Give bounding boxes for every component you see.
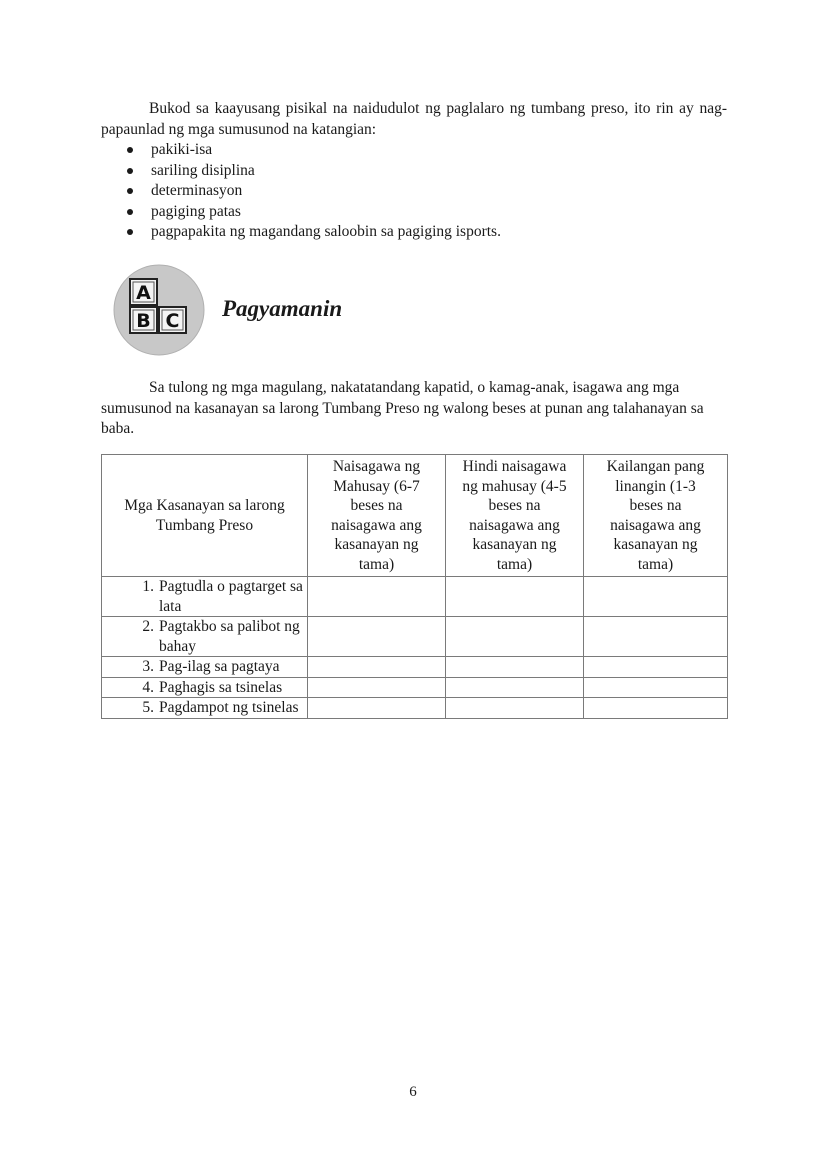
table-row: [102, 577, 728, 617]
checkbox-cell-hindi-mahusay[interactable]: [446, 657, 584, 678]
block-letter-a: A: [136, 282, 151, 304]
checkbox-cell-hindi-mahusay[interactable]: [446, 677, 584, 698]
traits-list: [101, 140, 501, 243]
page-number: 6: [409, 1084, 417, 1100]
checkbox-cell-linangin[interactable]: [584, 617, 728, 657]
list-item: pagpapakita ng magandang saloobin sa pagiging isports.: [101, 222, 501, 243]
list-item: determinasyon: [101, 181, 501, 202]
checkbox-cell-mahusay[interactable]: [308, 617, 446, 657]
skills-table: [101, 454, 728, 719]
checkbox-cell-mahusay[interactable]: [308, 577, 446, 617]
list-item: pakiki-isa: [101, 140, 501, 161]
checkbox-cell-mahusay[interactable]: [308, 698, 446, 719]
header-hindi-mahusay: Hindi naisagawa ng mahusay (4-5 beses na naisagawa ang kasanayan ng tama): [446, 455, 584, 577]
header-linangin: Kailangan pang linangin (1-3 beses na naisagawa ang kasanayan ng tama): [584, 455, 728, 577]
intro-text: Bukod sa kaayusang pisikal na naidudulot ng paglalaro ng tumbang preso, ito rin ay nag-papaunlad ng mga sumusunod na katangian:: [101, 100, 727, 138]
bullet-icon: [127, 209, 133, 215]
checkbox-cell-mahusay[interactable]: [308, 677, 446, 698]
checkbox-cell-linangin[interactable]: [584, 698, 728, 719]
checkbox-cell-hindi-mahusay[interactable]: [446, 698, 584, 719]
intro-paragraph: [101, 99, 727, 140]
checkbox-cell-linangin[interactable]: [584, 577, 728, 617]
instructions-paragraph: [101, 378, 727, 440]
checkbox-cell-linangin[interactable]: [584, 657, 728, 678]
checkbox-cell-linangin[interactable]: [584, 677, 728, 698]
skill-cell: 1. Pagtudla o pagtarget sa lata: [102, 577, 308, 617]
table-row: [102, 677, 728, 698]
section-title: Pagyamanin: [222, 296, 343, 321]
bullet-icon: [127, 188, 133, 194]
instructions-text: Sa tulong ng mga magulang, nakatatandang kapatid, o kamag-anak, isagawa ang mga sumusunod na kasanayan sa larong Tumbang Preso ng walong beses at punan ang talahanayan sa baba.: [101, 379, 704, 437]
header-skills: Mga Kasanayan sa larong Tumbang Preso: [102, 455, 308, 577]
table-row: [102, 617, 728, 657]
table-header-row: [102, 455, 728, 577]
checkbox-cell-mahusay[interactable]: [308, 657, 446, 678]
block-letter-b: B: [136, 310, 151, 332]
checkbox-cell-hindi-mahusay[interactable]: [446, 617, 584, 657]
table-row: [102, 657, 728, 678]
skill-cell: 3. Pag-ilag sa pagtaya: [102, 657, 308, 678]
skill-cell: 2. Pagtakbo sa palibot ng bahay: [102, 617, 308, 657]
header-mahusay: Naisagawa ng Mahusay (6-7 beses na naisagawa ang kasanayan ng tama): [308, 455, 446, 577]
bullet-icon: [127, 147, 133, 153]
bullet-icon: [127, 168, 133, 174]
skill-cell: 5. Pagdampot ng tsinelas: [102, 698, 308, 719]
block-letter-c: C: [165, 310, 180, 332]
skill-cell: 4. Paghagis sa tsinelas: [102, 677, 308, 698]
list-item: sariling disiplina: [101, 161, 501, 182]
checkbox-cell-hindi-mahusay[interactable]: [446, 577, 584, 617]
abc-blocks-icon: [111, 264, 207, 356]
bullet-icon: [127, 229, 133, 235]
list-item: pagiging patas: [101, 202, 501, 223]
table-row: [102, 698, 728, 719]
